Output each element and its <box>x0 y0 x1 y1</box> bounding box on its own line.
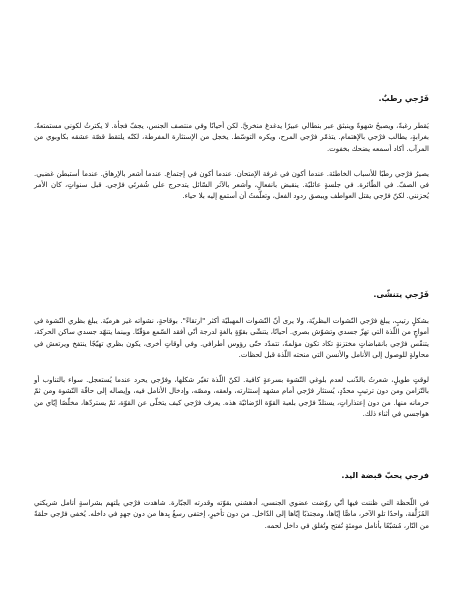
paragraph: يصيرُ فرْجي رطبًا للأسباب الخاطئة. عندما أكون في غرفة الإمتحان. عندما أكون في إجتماع. عندما أشعر بالإرهاق. عندما أستبطن غضبي. في الصفّ. في الطّائرة. في جلسةٍ عائليّة. ينقبض بانفعالٍ، وأشعر بالآثر السّائل يتدحرج على شُفرتَي فرْجي. قبل سنواتٍ، كان الأمر يُحزنني. لكنّ فرْجي يقتل العواطف ويبصق ردود الفعل، وتعلّمتُ أن أستمع إليه بلا حياء. <box>34 169 429 201</box>
section-heading: فَرْجي يتنشّى. <box>373 290 429 299</box>
section-wet <box>34 94 429 290</box>
paragraph: بشكلٍ رتيبٍ، يبلغ فرْجي النّشوات البظريّة، ولا يرى أنّ النّشوات المهبليّة أكثر "ارتقاءً". بوقاحةٍ، نشواته غير هرميّة. يبلغ بظري النّشوة في أمواجٍ من اللّذة التي تهزّ جسدي وتشوّش بصري. أحيانًا، يتنشّى بقوّةٍ بالغةٍ لدرجة أنّي أفقد السّمع مؤقّتًا. وبينما يتنهّد جسدي ساكن الحركة، يتنفّس فرْجي بانقباضاتٍ مختزنةٍ تكاد تكون مؤلمةً، تتمدّد حتّى رؤوس أطرافي. وفي أوقاتٍ أخرى، يكون بظري تهيّجًا ينتفخ ويرتعش في محاولةٍ للوصول إلى الأنامل والأنسن التي منحته اللّذة قبل لحظات. <box>34 317 429 359</box>
paragraph: يَقطر رغبةً، ويصبحُ شهوةً وينبثق عبر بنطالي عبيرًا يدغدغ منخريَّ. لكن أحيانًا وفي منتصف الجنس، يجفّ فجأة. لا يكترثُ لكوني مستمتعةً. بغرابةٍ، يطالب فرْجي بالإهتمام. يتذمّر فرْجي المرح، ويكره التوسّط. يخجل من الإستثارة المفرطة، لكنّه يلتقط قصّة عشقه بكاوبوي من المرآب. أكاد أسمعه يضحك بخفوت. <box>34 122 429 153</box>
section-orgasm <box>34 290 429 471</box>
paragraph: لوقتٍ طويلٍ، شعرتُ بالذّنب لعدم بلوغي النّشوة بسرعةٍ كافية. لكنّ اللّذة تغيّر شكلها، وفرْجي يحرد عندما يُستعجل. سواء بالتناوب أو بالتّزامن ومن دون ترتيبٍ محدّدٍ، يُستثار فرْجي أمام مشهد إستثارته، ولعقه، ومصّه، وإدخال الأنامل فيه، وإيصاله إلى حافّة النّشوة ومن ثمّ حرمانه منها. من دون إعتذاراتٍ، يستلذّ فرْجي بلعبة القوّة الرّضائيّة هذه. يعرف فرْجي كيف يتخلّى عن القوّة، ثمّ يستردّها، مخلّصًا إيّاي من هواجسي في أثناء ذلك. <box>34 376 429 419</box>
section-fist <box>34 471 429 532</box>
section-heading: فَرْجي رطبٌ. <box>378 94 429 103</box>
paragraph: في اللّحظة التي ظننت فيها أنّي روّضت عضوي الجنسي، أدهشني بقوّته وقدرته الجبّارة. شاهدت فرْجي يلتهم بشراسةٍ أنامل شريكتي المُزَلَّقة، واحدًا تلو الآخر، ماصًّا إيّاها، ومجتذبًا إيّاها إلى الدّاخل. من دون تأخيرٍ، إختفى رسغٌ بِدها من دون جهدٍ في داخله. يُخفي فرْجي حلقةً من النّار، مُشبّعًا بأنامل مومئةٍ تُفتح وتُغلق في داخل لحمه. <box>34 499 429 530</box>
section-heading: فرجي يحبّ قبضة اليد. <box>341 471 429 480</box>
